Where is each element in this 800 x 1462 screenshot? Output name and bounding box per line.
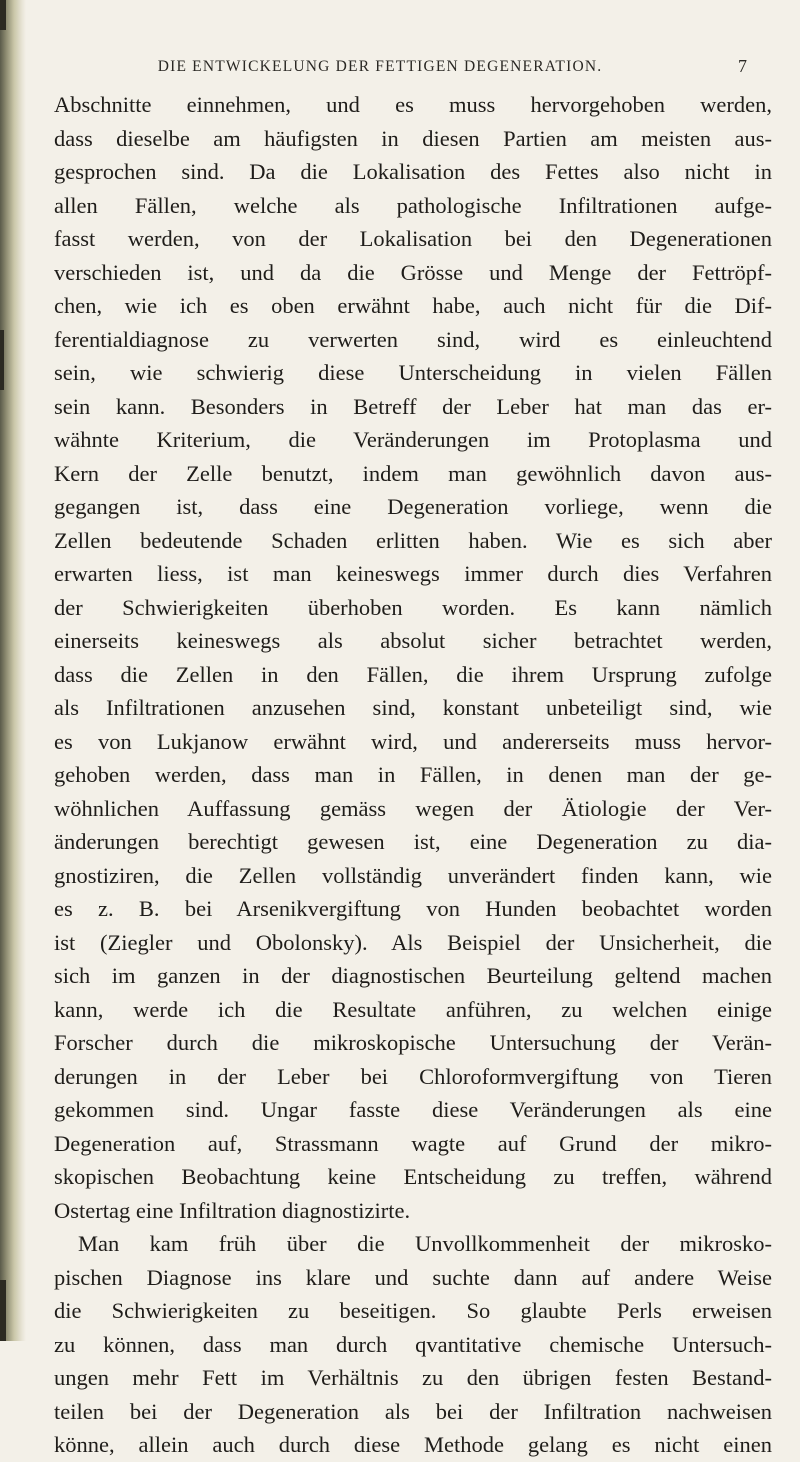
gutter-mark	[0, 330, 4, 390]
text-line: sein kann. Besonders in Betreff der Leber hat man das er-	[54, 393, 772, 419]
gutter-mark	[0, 0, 6, 30]
text-line: gekommen sind. Ungar fasste diese Veränderungen als eine	[54, 1097, 772, 1122]
text-line: dass die Zellen in den Fällen, die ihrem Ursprung zufolge	[54, 661, 772, 687]
text-line: sich im ganzen in der diagnostischen Beurteilung geltend machen	[54, 963, 772, 988]
text-line: gnostiziren, die Zellen vollständig unverändert finden kann, wie	[54, 862, 772, 888]
text-line: gesprochen sind. Da die Lokalisation des Fettes also nicht in	[54, 159, 772, 184]
text-line: änderungen berechtigt gewesen ist, eine Degeneration zu dia-	[54, 829, 772, 854]
text-line: könne, allein auch durch diese Methode gelang es nicht einen	[54, 1432, 772, 1457]
text-line: gehoben werden, dass man in Fällen, in denen man der ge-	[54, 762, 772, 787]
text-line: erwarten liess, ist man keineswegs immer durch dies Verfahren	[54, 561, 772, 586]
text-line: ist (Ziegler und Obolonsky). Als Beispiel der Unsicherheit, die	[54, 929, 772, 955]
text-line: Degeneration auf, Strassmann wagte auf Grund der mikro-	[54, 1130, 772, 1156]
text-line: derungen in der Leber bei Chloroformvergiftung von Tieren	[54, 1063, 772, 1089]
text-line: wähnte Kriterium, die Veränderungen im Protoplasma und	[54, 427, 772, 452]
text-line: sein, wie schwierig diese Unterscheidung in vielen Fällen	[54, 360, 772, 385]
text-line: ungen mehr Fett im Verhältnis zu den übrigen festen Bestand-	[54, 1365, 772, 1390]
text-line: Ostertag eine Infiltration diagnostizirte.	[54, 1197, 411, 1223]
text-line: es von Lukjanow erwähnt wird, und andererseits muss hervor-	[54, 728, 772, 754]
text-line: die Schwierigkeiten zu beseitigen. So glaubte Perls erweisen	[54, 1298, 772, 1323]
text-line: dass dieselbe am häufigsten in diesen Partien am meisten aus-	[54, 125, 772, 151]
text-line: fasst werden, von der Lokalisation bei den Degenerationen	[54, 226, 772, 251]
text-line: verschieden ist, und da die Grösse und Menge der Fettröpf-	[54, 259, 772, 285]
body-text	[54, 88, 772, 1462]
text-line: chen, wie ich es oben erwähnt habe, auch nicht für die Dif-	[54, 293, 772, 318]
running-head: DIE ENTWICKELUNG DER FETTIGEN DEGENERATION.	[157, 58, 603, 75]
text-line: zu können, dass man durch qvantitative chemische Untersuch-	[54, 1331, 772, 1357]
text-line: gegangen ist, dass eine Degeneration vorliege, wenn die	[54, 494, 772, 519]
text-line: allen Fällen, welche als pathologische Infiltrationen aufge-	[54, 192, 772, 218]
text-line: kann, werde ich die Resultate anführen, zu welchen einige	[54, 996, 772, 1022]
text-line: Kern der Zelle benutzt, indem man gewöhnlich davon aus-	[54, 460, 772, 486]
text-line: Zellen bedeutende Schaden erlitten haben. Wie es sich aber	[54, 527, 772, 553]
text-line: wöhnlichen Auffassung gemäss wegen der Ätiologie der Ver-	[54, 795, 772, 821]
page-gutter-shadow	[0, 0, 26, 1341]
text-line: Man kam früh über die Unvollkommenheit der mikrosko-	[78, 1231, 772, 1256]
text-line: pischen Diagnose ins klare und suchte dann auf andere Weise	[54, 1264, 772, 1290]
text-line: ferentialdiagnose zu verwerten sind, wird es einleuchtend	[54, 326, 772, 352]
text-line: teilen bei der Degeneration als bei der Infiltration nachweisen	[54, 1398, 772, 1424]
text-line: Forscher durch die mikroskopische Untersuchung der Verän-	[54, 1030, 772, 1055]
text-line: der Schwierigkeiten überhoben worden. Es kann nämlich	[54, 594, 772, 620]
text-line: als Infiltrationen anzusehen sind, konstant unbeteiligt sind, wie	[54, 695, 772, 720]
text-line: es z. B. bei Arsenikvergiftung von Hunden beobachtet worden	[54, 896, 772, 921]
page-number: 7	[738, 56, 747, 76]
text-line: einerseits keineswegs als absolut sicher betrachtet werden,	[54, 628, 772, 653]
gutter-mark	[0, 1280, 6, 1341]
text-line: skopischen Beobachtung keine Entscheidung zu treffen, während	[54, 1164, 772, 1189]
text-line: Abschnitte einnehmen, und es muss hervorgehoben werden,	[54, 92, 772, 117]
